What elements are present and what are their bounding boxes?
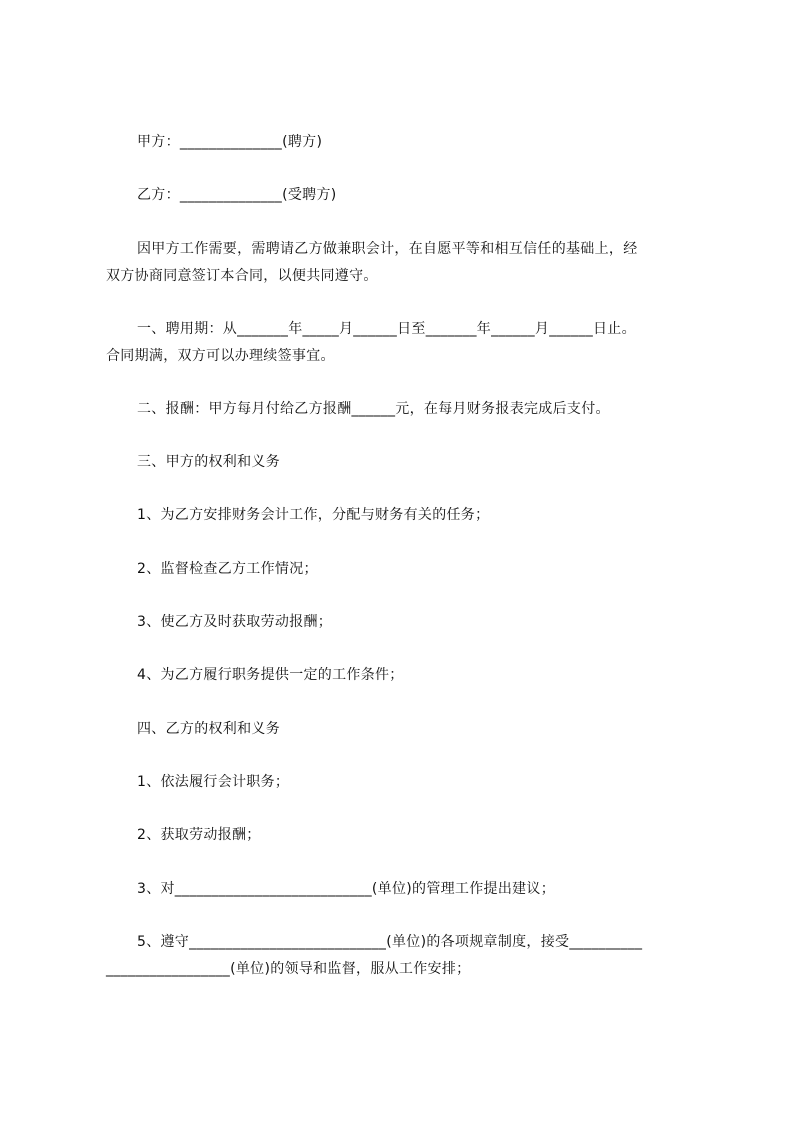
intro-line-1: 因甲方工作需要，需聘请乙方做兼职会计，在自愿平等和相互信任的基础上，经 — [137, 241, 638, 257]
clause-4-item: 3、对___________________________(单位)的管理工作提出建议； — [137, 881, 556, 897]
clause-1-line-1: 一、聘用期：从_______年_____月______日至_______年______月______日止。 — [137, 321, 636, 337]
clause-3-item: 2、监督检查乙方工作情况； — [137, 561, 318, 577]
clause-4-item-5-line-2: _________________(单位)的领导和监督，服从工作安排； — [106, 961, 471, 977]
clause-3-item: 3、使乙方及时获取劳动报酬； — [137, 614, 333, 630]
clause-3-item: 4、为乙方履行职务提供一定的工作条件； — [137, 667, 404, 683]
intro-line-2: 双方协商同意签订本合同，以便共同遵守。 — [106, 268, 378, 284]
party-a-line: 甲方：______________(聘方) — [137, 134, 323, 150]
clause-4-item: 2、获取劳动报酬； — [137, 827, 261, 843]
clause-2-line: 二、报酬：甲方每月付给乙方报酬______元，在每月财务报表完成后支付。 — [137, 401, 610, 417]
clause-4-heading: 四、乙方的权利和义务 — [137, 721, 280, 737]
clause-4-item-5-line-1: 5、遵守___________________________(单位)的各项规章制度，接受__________ — [137, 934, 643, 950]
party-b-line: 乙方：______________(受聘方) — [137, 187, 337, 203]
clause-4-item: 1、依法履行会计职务； — [137, 774, 290, 790]
clause-3-heading: 三、甲方的权利和义务 — [137, 454, 280, 470]
clause-1-line-2: 合同期满，双方可以办理续签事宜。 — [106, 348, 335, 364]
clause-3-item: 1、为乙方安排财务会计工作，分配与财务有关的任务； — [137, 507, 490, 523]
